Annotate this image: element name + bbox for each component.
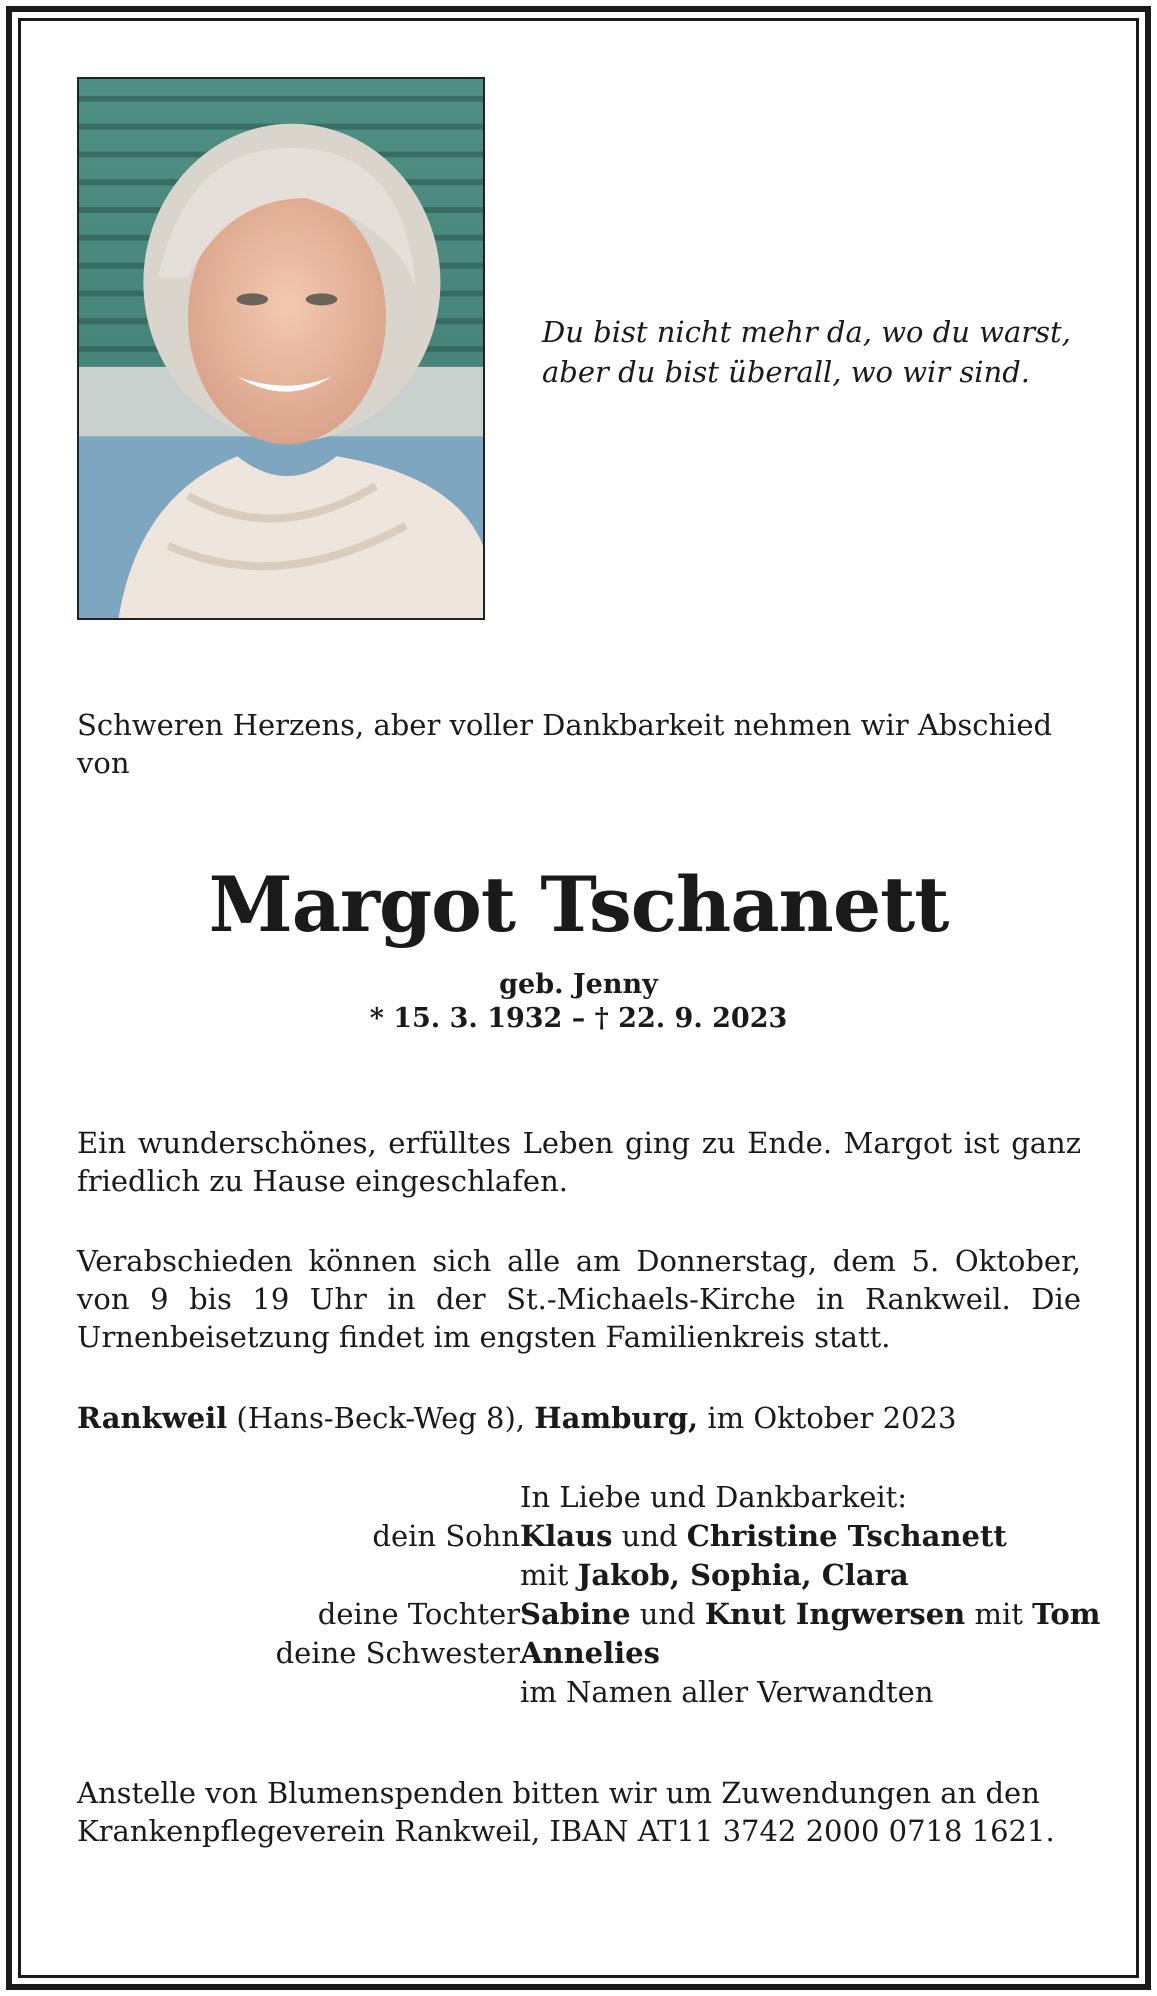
signoff-block bbox=[0, 1478, 1157, 1712]
paragraph-farewell: Verabschieden können sich alle am Donnerstag, dem 5. Oktober, von 9 bis 19 Uhr in der St.-Michaels-Kirche in Rankweil. Die Urnenbeisetzung findet im engsten Familienkreis statt. bbox=[77, 1244, 1081, 1354]
with-1: mit bbox=[520, 1558, 578, 1592]
intro-text: Schweren Herzens, aber voller Dankbarkeit nehmen wir Abschied von bbox=[77, 708, 1053, 780]
son-line bbox=[520, 1517, 1007, 1556]
daughter-name: Sabine bbox=[520, 1597, 631, 1631]
place-date-line bbox=[77, 1399, 1081, 1437]
sister-label: deine Schwester bbox=[275, 1636, 520, 1670]
with-2: mit bbox=[965, 1597, 1033, 1631]
donation-note: Anstelle von Blumenspenden bitten wir um Zuwendungen an den Krankenpflegeverein Rankweil, IBAN AT11 3742 2000 0718 1621. bbox=[77, 1776, 1055, 1848]
grandchild-tom: Tom bbox=[1032, 1597, 1101, 1631]
signoff-heading: In Liebe und Dankbarkeit: bbox=[520, 1480, 908, 1514]
portrait-photo bbox=[77, 77, 485, 620]
quote-line-2: aber du bist überall, wo wir sind. bbox=[542, 355, 1030, 389]
daughter-partner-name: Knut Ingwersen bbox=[704, 1597, 966, 1631]
son-partner-name: Christine Tschanett bbox=[686, 1519, 1007, 1553]
paragraph-life: Ein wunderschönes, erfülltes Leben ging zu Ende. Margot ist ganz friedlich zu Hause eingeschlafen. bbox=[77, 1126, 1081, 1198]
son-name: Klaus bbox=[520, 1519, 613, 1553]
sister-name: Annelies bbox=[520, 1636, 660, 1670]
deceased-name: Margot Tschanett bbox=[208, 860, 949, 949]
son-label: dein Sohn bbox=[372, 1519, 520, 1553]
quote-line-1: Du bist nicht mehr da, wo du warst, bbox=[542, 315, 1071, 349]
city-rankweil: Rankweil bbox=[77, 1401, 228, 1435]
daughter-label: deine Tochter bbox=[317, 1597, 520, 1631]
maiden-name: geb. Jenny bbox=[499, 969, 658, 1000]
address: (Hans-Beck-Weg 8), bbox=[227, 1401, 535, 1435]
grandchildren-line bbox=[520, 1556, 909, 1595]
life-dates: * 15. 3. 1932 – † 22. 9. 2023 bbox=[369, 1003, 788, 1034]
city-hamburg: Hamburg, bbox=[534, 1401, 699, 1435]
daughter-line bbox=[520, 1595, 1100, 1634]
grandchildren-names: Jakob, Sophia, Clara bbox=[577, 1558, 909, 1592]
and-1: und bbox=[612, 1519, 687, 1553]
and-2: und bbox=[630, 1597, 705, 1631]
relatives-line: im Namen aller Verwandten bbox=[520, 1675, 934, 1709]
month-year: im Oktober 2023 bbox=[698, 1401, 957, 1435]
memorial-quote bbox=[542, 312, 1102, 392]
